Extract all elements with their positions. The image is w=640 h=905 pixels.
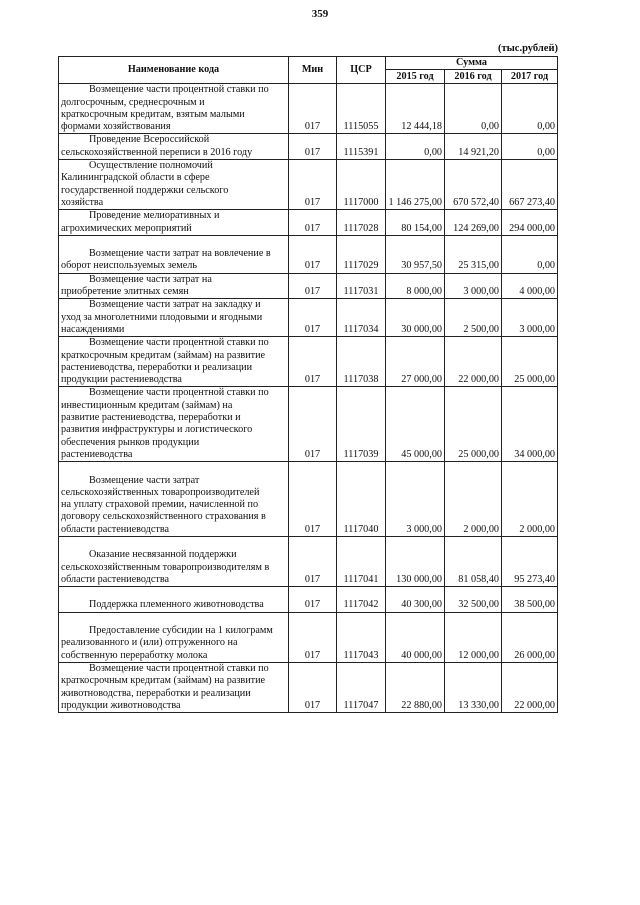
row-name-line [61, 587, 286, 599]
row-name-line: области растениеводства [61, 523, 170, 535]
units-label: (тыс.рублей) [497, 43, 558, 54]
header-year-2017: 2017 год [502, 70, 558, 84]
row-min: 017 [289, 299, 337, 337]
row-value-2015: 0,00 [386, 134, 445, 160]
row-name-line: Возмещение части затрат на закладку и [89, 299, 261, 311]
row-name-line: уход за многолетними плодовыми и ягодными [61, 311, 263, 323]
row-value-2017: 34 000,00 [502, 387, 558, 462]
row-value-2015: 80 154,00 [386, 210, 445, 236]
row-value-2015: 27 000,00 [386, 337, 445, 387]
row-csr: 1117034 [337, 299, 386, 337]
row-min: 017 [289, 235, 337, 273]
row-value-2017: 0,00 [502, 84, 558, 134]
row-name-line: Предоставление субсидии на 1 килограмм [89, 625, 273, 637]
header-year-2016: 2016 год [445, 70, 502, 84]
row-name-line: на уплату страховой премии, начисленной по [61, 499, 259, 511]
row-csr: 1117028 [337, 210, 386, 236]
row-name-line: договору сельскохозяйственного страхования в [61, 511, 266, 523]
row-value-2016: 22 000,00 [445, 337, 502, 387]
row-min: 017 [289, 536, 337, 586]
row-name-line: развитие растениеводства, переработки и [61, 412, 241, 424]
row-value-2016: 32 500,00 [445, 587, 502, 613]
row-value-2017: 3 000,00 [502, 299, 558, 337]
row-value-2016: 3 000,00 [445, 273, 502, 299]
row-csr: 1117031 [337, 273, 386, 299]
row-name-line: продукции животноводства [61, 699, 181, 711]
row-name [59, 612, 289, 662]
row-name-line: Возмещение части затрат на [89, 273, 212, 285]
header-csr: ЦСР [337, 57, 386, 84]
row-name [59, 299, 289, 337]
row-value-2016: 25 315,00 [445, 235, 502, 273]
row-value-2016: 124 269,00 [445, 210, 502, 236]
row-name-line: области растениеводства [61, 573, 170, 585]
row-name-line: растениеводства, переработки и реализации [61, 361, 253, 373]
row-name-line: агрохимических мероприятий [61, 222, 192, 234]
row-value-2015: 30 957,50 [386, 235, 445, 273]
row-min: 017 [289, 462, 337, 537]
row-name-line: Поддержка племенного животноводства [89, 599, 264, 611]
row-csr: 1117029 [337, 235, 386, 273]
row-value-2017: 4 000,00 [502, 273, 558, 299]
row-value-2016: 25 000,00 [445, 387, 502, 462]
table-row [59, 612, 558, 662]
row-name-line: развития инфраструктуры и логистического [61, 424, 253, 436]
row-name-line [61, 236, 286, 248]
row-value-2016: 14 921,20 [445, 134, 502, 160]
row-min: 017 [289, 273, 337, 299]
row-csr: 1117038 [337, 337, 386, 387]
row-name-line: Возмещение части затрат на вовлечение в [89, 248, 271, 260]
row-csr: 1117047 [337, 662, 386, 712]
row-name-line: долгосрочным, среднесрочным и [61, 96, 205, 108]
row-name-line: Возмещение части процентной ставки по [89, 387, 269, 399]
row-value-2015: 8 000,00 [386, 273, 445, 299]
row-name-line: Осуществление полномочий [89, 160, 213, 172]
row-name-line: обеспечения рынков продукции [61, 436, 200, 448]
row-name [59, 337, 289, 387]
row-name-line: животноводства, переработки и реализации [61, 687, 251, 699]
row-name-line: сельскохозяйственным товаропроизводителям в [61, 561, 270, 573]
row-name [59, 536, 289, 586]
row-value-2016: 0,00 [445, 84, 502, 134]
row-value-2015: 45 000,00 [386, 387, 445, 462]
row-name-line: Возмещение части процентной ставки по [89, 337, 269, 349]
row-value-2015: 40 000,00 [386, 612, 445, 662]
row-name-line: краткосрочным кредитам (займам) на развитие [61, 349, 266, 361]
row-min: 017 [289, 587, 337, 613]
row-min: 017 [289, 84, 337, 134]
table-row [59, 210, 558, 236]
row-name-line: Проведение мелиоративных и [89, 210, 220, 222]
row-csr: 1117000 [337, 160, 386, 210]
row-name-line: сельскохозяйственной переписи в 2016 году [61, 146, 253, 158]
row-min: 017 [289, 612, 337, 662]
row-value-2017: 294 000,00 [502, 210, 558, 236]
row-name-line [61, 613, 286, 625]
row-name [59, 210, 289, 236]
row-csr: 1117041 [337, 536, 386, 586]
row-value-2017: 667 273,40 [502, 160, 558, 210]
table-row [59, 160, 558, 210]
row-min: 017 [289, 210, 337, 236]
budget-table [58, 56, 558, 713]
row-value-2016: 13 330,00 [445, 662, 502, 712]
row-csr: 1117040 [337, 462, 386, 537]
row-value-2017: 0,00 [502, 134, 558, 160]
row-name-line: Возмещение части затрат [89, 474, 200, 486]
row-value-2015: 3 000,00 [386, 462, 445, 537]
row-value-2016: 81 058,40 [445, 536, 502, 586]
row-name-line: государственной поддержки сельского [61, 184, 229, 196]
row-value-2016: 2 000,00 [445, 462, 502, 537]
row-name [59, 273, 289, 299]
row-value-2016: 12 000,00 [445, 612, 502, 662]
table-row [59, 662, 558, 712]
row-value-2016: 670 572,40 [445, 160, 502, 210]
row-value-2015: 40 300,00 [386, 587, 445, 613]
row-value-2017: 2 000,00 [502, 462, 558, 537]
row-name-line: продукции растениеводства [61, 374, 182, 386]
table-row [59, 84, 558, 134]
row-csr: 1117043 [337, 612, 386, 662]
table-row [59, 273, 558, 299]
row-name-line: собственную переработку молока [61, 649, 208, 661]
row-value-2017: 22 000,00 [502, 662, 558, 712]
row-name [59, 387, 289, 462]
row-name-line [61, 462, 286, 474]
row-value-2017: 26 000,00 [502, 612, 558, 662]
table-row [59, 387, 558, 462]
row-value-2017: 25 000,00 [502, 337, 558, 387]
row-csr: 1115391 [337, 134, 386, 160]
row-name [59, 84, 289, 134]
row-name [59, 587, 289, 613]
row-min: 017 [289, 134, 337, 160]
row-name-line: Возмещение части процентной ставки по [89, 662, 269, 674]
table-row [59, 299, 558, 337]
row-name [59, 235, 289, 273]
table-row [59, 337, 558, 387]
row-name-line: приобретение элитных семян [61, 286, 189, 298]
header-name: Наименование кода [59, 57, 289, 84]
row-value-2017: 38 500,00 [502, 587, 558, 613]
header-year-2015: 2015 год [386, 70, 445, 84]
header-sum: Сумма [386, 57, 558, 70]
row-name [59, 662, 289, 712]
row-name-line: Оказание несвязанной поддержки [89, 549, 237, 561]
page-number: 359 [311, 8, 329, 20]
row-name-line: Возмещение части процентной ставки по [89, 84, 269, 96]
row-csr: 1117042 [337, 587, 386, 613]
row-name-line: сельскохозяйственных товаропроизводителей [61, 486, 260, 498]
row-value-2017: 0,00 [502, 235, 558, 273]
row-min: 017 [289, 387, 337, 462]
table-row [59, 134, 558, 160]
row-name-line: насаждениями [61, 323, 125, 335]
row-name-line: краткосрочным кредитам (займам) на развитие [61, 675, 266, 687]
table-row [59, 536, 558, 586]
row-name-line: хозяйства [61, 196, 104, 208]
table-row [59, 587, 558, 613]
row-value-2015: 12 444,18 [386, 84, 445, 134]
row-name-line: инвестиционным кредитам (займам) на [61, 399, 233, 411]
row-name [59, 462, 289, 537]
row-value-2015: 130 000,00 [386, 536, 445, 586]
row-name-line [61, 537, 286, 549]
row-min: 017 [289, 337, 337, 387]
row-csr: 1117039 [337, 387, 386, 462]
row-name-line: краткосрочным кредитам, взятым малыми [61, 108, 245, 120]
row-name [59, 134, 289, 160]
row-name [59, 160, 289, 210]
row-name-line: растениеводства [61, 448, 133, 460]
row-value-2015: 1 146 275,00 [386, 160, 445, 210]
row-value-2015: 30 000,00 [386, 299, 445, 337]
row-value-2017: 95 273,40 [502, 536, 558, 586]
row-name-line: реализованного и (или) отгруженного на [61, 637, 238, 649]
row-value-2015: 22 880,00 [386, 662, 445, 712]
row-min: 017 [289, 662, 337, 712]
table-row [59, 235, 558, 273]
header-min: Мин [289, 57, 337, 84]
table-row [59, 462, 558, 537]
row-value-2016: 2 500,00 [445, 299, 502, 337]
row-name-line: Проведение Всероссийской [89, 134, 210, 146]
row-min: 017 [289, 160, 337, 210]
row-csr: 1115055 [337, 84, 386, 134]
row-name-line: Калининградской области в сфере [61, 172, 210, 184]
row-name-line: формами хозяйствования [61, 121, 171, 133]
row-name-line: оборот неиспользуемых земель [61, 260, 197, 272]
